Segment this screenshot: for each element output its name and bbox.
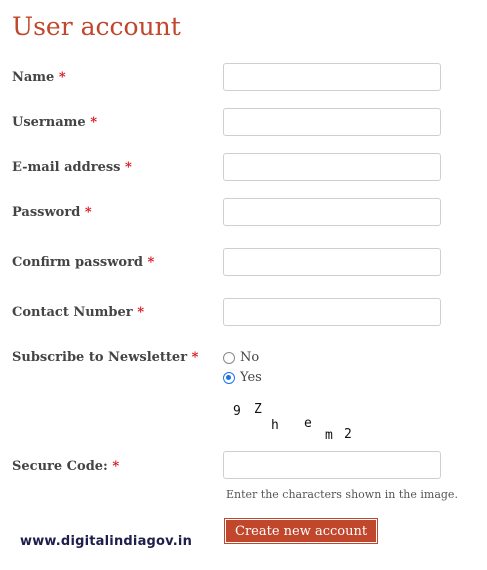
watermark: www.digitalindiagov.in: [20, 534, 193, 549]
email-input[interactable]: [223, 153, 441, 181]
required-marker: *: [58, 70, 66, 85]
confirm-password-label-text: Confirm password: [12, 255, 144, 270]
confirm-password-label: [12, 255, 154, 270]
captcha-char: 2: [344, 427, 352, 442]
captcha-char: e: [304, 416, 312, 431]
captcha-char: Z: [254, 402, 262, 417]
password-input[interactable]: [223, 198, 441, 226]
radio-no[interactable]: [223, 352, 235, 364]
captcha-char: m: [325, 428, 333, 443]
secure-code-label-text: Secure Code:: [12, 459, 108, 474]
radio-yes-label: Yes: [240, 370, 262, 385]
secure-code-input[interactable]: [223, 451, 441, 479]
name-input[interactable]: [223, 63, 441, 91]
required-marker: *: [125, 160, 132, 175]
newsletter-label: [12, 350, 198, 365]
required-marker: *: [84, 205, 92, 220]
secure-code-label: [12, 459, 119, 474]
required-marker: *: [147, 255, 155, 270]
radio-yes[interactable]: [223, 372, 235, 384]
captcha-char: 9: [233, 404, 241, 419]
name-label: [12, 70, 66, 85]
newsletter-option-no[interactable]: [223, 350, 259, 365]
email-label: [12, 160, 132, 175]
username-label: [12, 115, 97, 130]
email-label-text: E-mail address: [12, 160, 121, 175]
newsletter-option-yes[interactable]: [223, 370, 262, 385]
captcha-char: h: [271, 418, 279, 433]
contact-number-label: [12, 305, 144, 320]
contact-number-input[interactable]: [223, 298, 441, 326]
name-label-text: Name: [12, 70, 55, 85]
newsletter-label-text: Subscribe to Newsletter: [12, 350, 188, 365]
password-label: [12, 205, 92, 220]
required-marker: *: [112, 459, 120, 474]
password-label-text: Password: [12, 205, 81, 220]
required-marker: *: [191, 350, 199, 365]
required-marker: *: [90, 115, 98, 130]
create-account-button[interactable]: Create new account: [224, 518, 378, 544]
captcha-hint: Enter the characters shown in the image.: [226, 488, 458, 501]
required-marker: *: [137, 305, 144, 320]
radio-no-label: No: [240, 350, 260, 365]
captcha-image: [227, 398, 377, 448]
contact-number-label-text: Contact Number: [12, 305, 133, 320]
username-input[interactable]: [223, 108, 441, 136]
confirm-password-input[interactable]: [223, 248, 441, 276]
page-title: User account: [12, 12, 181, 41]
username-label-text: Username: [12, 115, 86, 130]
